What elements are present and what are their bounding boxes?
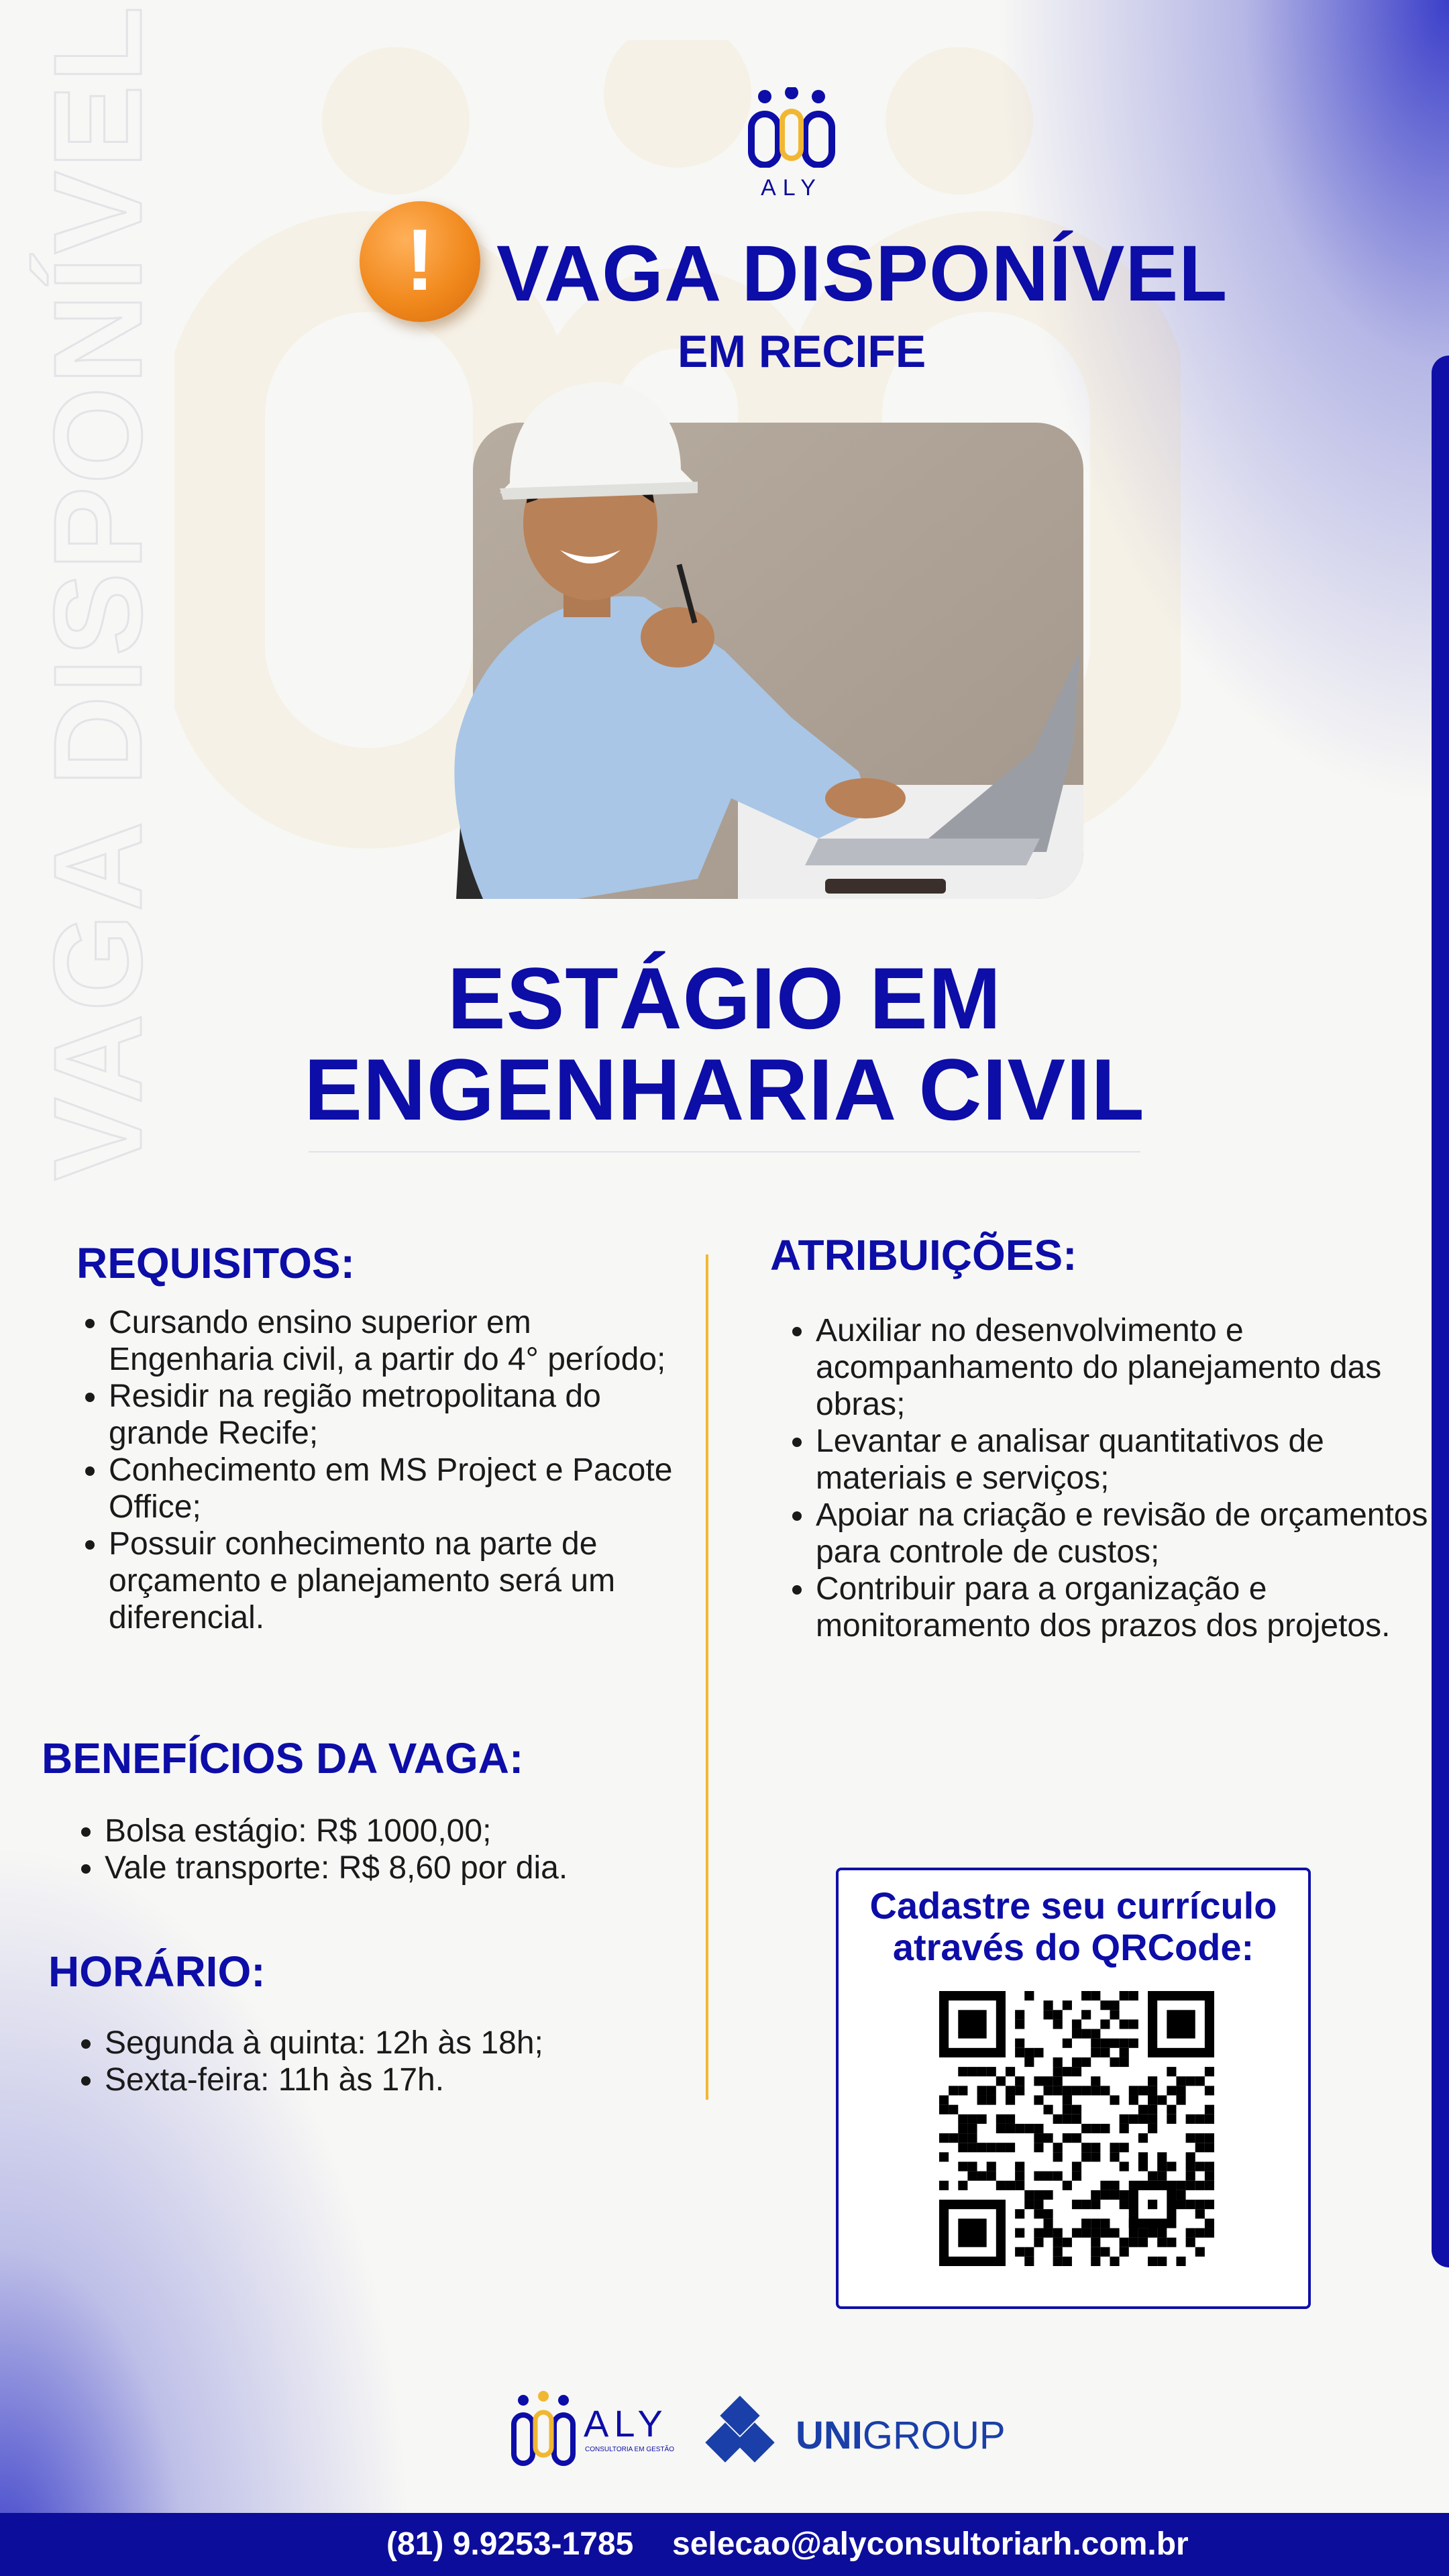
- contact-footer: [0, 2513, 1449, 2576]
- requisitos-title: REQUISITOS:: [76, 1239, 355, 1287]
- qr-caption-line1: Cadastre seu currículo: [869, 1884, 1277, 1927]
- list-item: • Bolsa estágio: R$ 1000,00;: [105, 1813, 708, 1849]
- qr-card: [836, 1868, 1311, 2309]
- list-item: • Auxiliar no desenvolvimento e acompanhamento do planejamento das obras;: [816, 1312, 1433, 1423]
- exclamation-icon: !: [360, 201, 480, 322]
- qr-caption: [839, 1885, 1308, 1968]
- list-item: • Vale transporte: R$ 8,60 por dia.: [105, 1849, 708, 1886]
- job-title-line1: ESTÁGIO EM: [447, 949, 1002, 1047]
- footer-aly-text: ALY: [584, 2402, 668, 2445]
- beneficios-title: BENEFÍCIOS DA VAGA:: [42, 1734, 524, 1782]
- footer-phone[interactable]: (81) 9.9253-1785: [386, 2526, 634, 2562]
- list-item: • Sexta-feira: 11h às 17h.: [105, 2061, 708, 2098]
- title-divider: [309, 1151, 1140, 1152]
- job-title-line2: ENGENHARIA CIVIL: [304, 1040, 1145, 1138]
- headline: VAGA DISPONÍVEL: [496, 229, 1228, 318]
- list-item: • Contribuir para a organização e monitoramento dos prazos dos projetos.: [816, 1570, 1433, 1644]
- aly-footer-logo-icon: [514, 2391, 573, 2463]
- list-item: • Segunda à quinta: 12h às 18h;: [105, 2025, 708, 2061]
- aly-logo: [745, 87, 839, 201]
- list-item: • Residir na região metropolitana do grande Recife;: [109, 1378, 692, 1452]
- atribuicoes-title: ATRIBUIÇÕES:: [770, 1231, 1077, 1279]
- footer-logos: [510, 2388, 1020, 2475]
- qr-code-icon[interactable]: [939, 1991, 1214, 2266]
- requisitos-list: [75, 1304, 692, 1636]
- list-item: • Possuir conhecimento na parte de orçamento e planejamento será um diferencial.: [109, 1525, 692, 1636]
- subheadline: EM RECIFE: [678, 326, 926, 377]
- horario-title: HORÁRIO:: [48, 1947, 266, 1996]
- column-divider: [706, 1254, 708, 2100]
- horario-list: [71, 2025, 708, 2098]
- aly-logo-icon: [745, 87, 839, 168]
- list-item: • Levantar e analisar quantitativos de materiais e serviços;: [816, 1423, 1433, 1497]
- list-item: • Apoiar na criação e revisão de orçamentos para controle de custos;: [816, 1497, 1433, 1570]
- footer-aly-tagline: CONSULTORIA EM GESTÃO: [585, 2446, 674, 2453]
- beneficios-list: [71, 1813, 708, 1886]
- footer-email[interactable]: selecao@alyconsultoriarh.com.br: [672, 2526, 1189, 2562]
- unigroup-logo-icon: [705, 2396, 774, 2462]
- list-item: • Cursando ensino superior em Engenharia civil, a partir do 4° período;: [109, 1304, 692, 1378]
- engineer-photo: [443, 369, 1087, 899]
- right-accent-bar: [1432, 356, 1449, 2267]
- aly-logo-text: ALY: [761, 175, 822, 201]
- unigroup-wordmark: [796, 2414, 1006, 2457]
- side-watermark-text: VAGA DISPONÍVEL: [29, 3, 168, 1181]
- atribuicoes-list: [782, 1312, 1433, 1644]
- unigroup-light: GROUP: [862, 2414, 1006, 2457]
- qr-caption-line2: através do QRCode:: [892, 1926, 1254, 1968]
- job-title: [0, 949, 1449, 1138]
- list-item: • Conhecimento em MS Project e Pacote Office;: [109, 1452, 692, 1525]
- unigroup-bold: UNI: [796, 2414, 863, 2457]
